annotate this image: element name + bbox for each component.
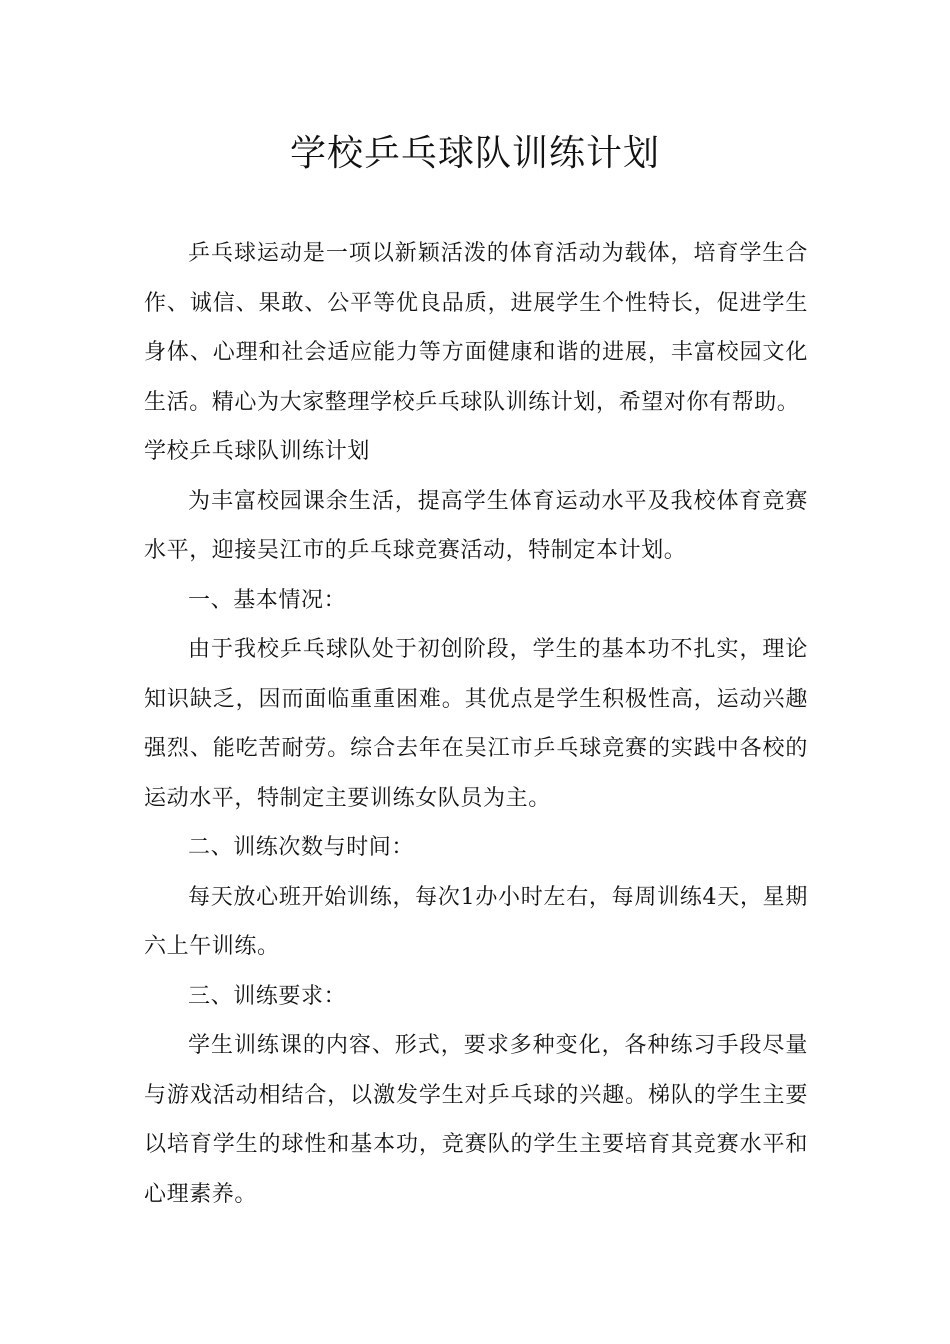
section-heading-requirements: 三、训练要求： xyxy=(188,983,347,1009)
subtitle-line: 学校乒乓球队训练计划 xyxy=(144,439,371,464)
section-heading-schedule: 二、训练次数与时间： xyxy=(188,835,415,860)
section-heading-basic: 一、基本情况： xyxy=(188,587,347,613)
basic-situation-paragraph: 由于我校乒乓球队处于初创阶段，学生的基本功不扎实，理论知识缺乏，因而面临重重困难。其优点是学生积极性高，运动兴趣强烈、能吃苦耐劳。综合去年在吴江市乒乓球竞赛的实践中各校的运动水平，特制定主要训练女队员为主。 xyxy=(144,637,808,811)
intro-paragraph: 乒乓球运动是一项以新颖活泼的体育活动为载体，培育学生合作、诚信、果敢、公平等优良品质，进展学生个性特长，促进学生身体、心理和社会适应能力等方面健康和谐的进展，丰富校园文化生活。精心为大家整理学校乒乓球队训练计划，希望对你有帮助。 xyxy=(144,241,808,415)
purpose-paragraph: 为丰富校园课余生活，提高学生体育运动水平及我校体育竞赛水平，迎接吴江市的乒乓球竞赛活动，特制定本计划。 xyxy=(144,488,808,563)
requirements-paragraph: 学生训练课的内容、形式，要求多种变化，各种练习手段尽量与游戏活动相结合，以激发学生对乒乓球的兴趣。梯队的学生主要以培育学生的球性和基本功，竞赛队的学生主要培育其竞赛水平和心理素养。 xyxy=(144,1033,808,1207)
document-body xyxy=(144,229,808,1219)
document-title: 学校乒乓球队训练计划 xyxy=(289,133,660,174)
schedule-paragraph: 每天放心班开始训练，每次1办小时左右，每周训练4天，星期六上午训练。 xyxy=(144,884,808,959)
